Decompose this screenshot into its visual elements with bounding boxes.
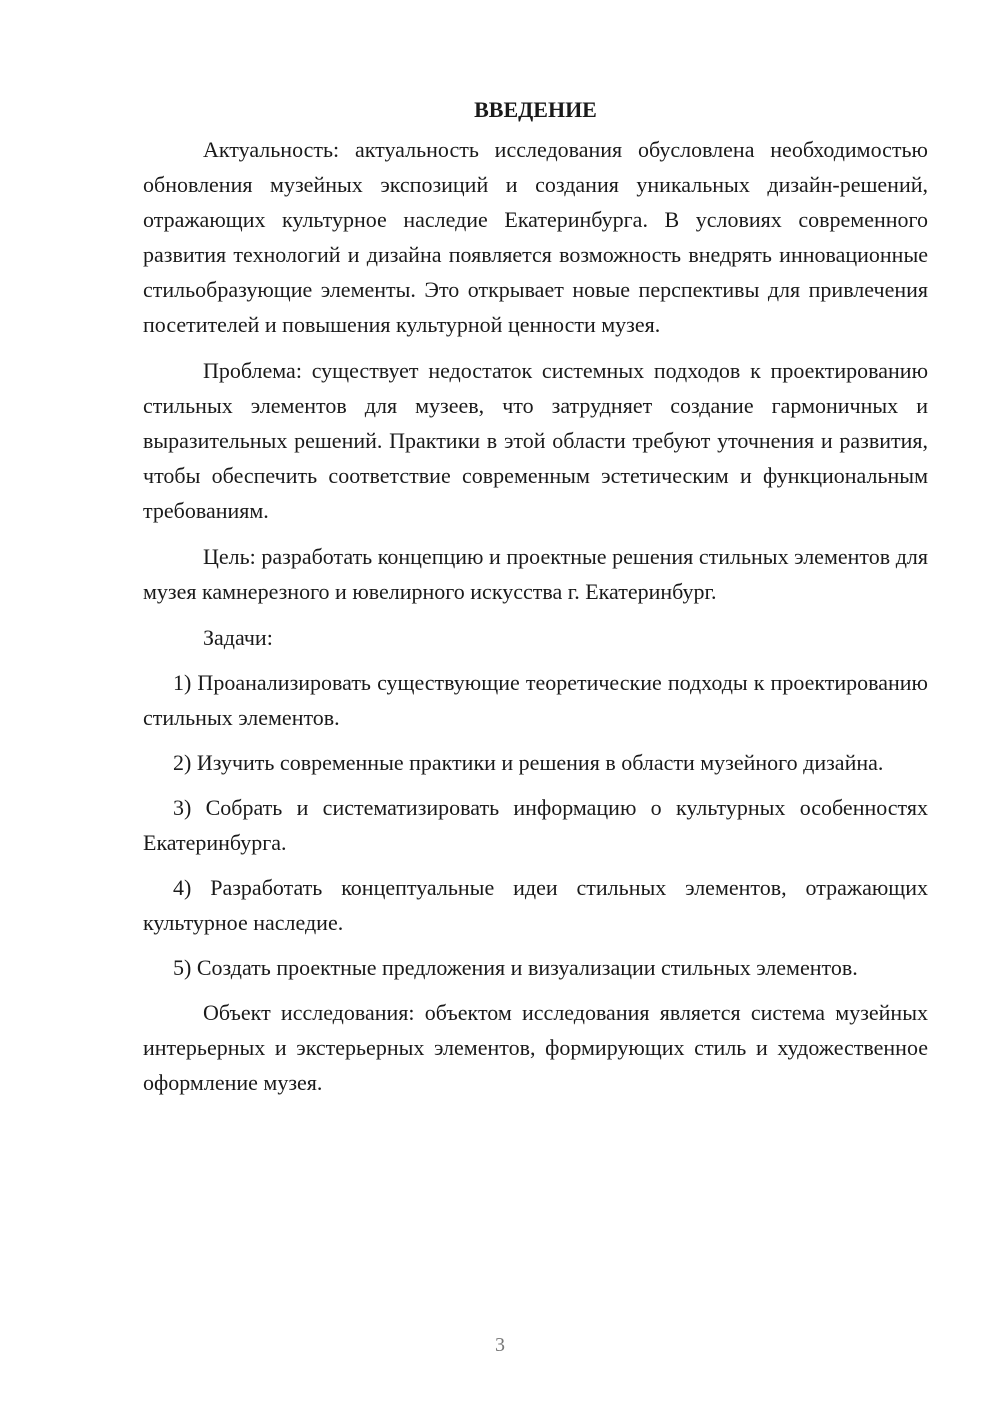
task-item-4: 4) Разработать концептуальные идеи стильных элементов, отражающих культурное наследие. xyxy=(143,875,928,935)
paragraph-problem: Проблема: существует недостаток системных подходов к проектированию стильных элементов для музеев, что затрудняет создание гармоничных и выразительных решений. Практики в этой области требуют уточнения и развития, чтобы обеспечить соответствие современным эстетическим и функциональным требованиям. xyxy=(143,358,928,523)
paragraph-relevance: Актуальность: актуальность исследования обусловлена необходимостью обновления музейных экспозиций и создания уникальных дизайн-решений, отражающих культурное наследие Екатеринбурга. В условиях современного развития технологий и дизайна появляется возможность внедрять инновационные стильобразующие элементы. Это открывает новые перспективы для привлечения посетителей и повышения культурной ценности музея. xyxy=(143,137,928,337)
task-item-3: 3) Собрать и систематизировать информацию о культурных особенностях Екатеринбурга. xyxy=(143,795,928,855)
task-item-1: 1) Проанализировать существующие теоретические подходы к проектированию стильных элементов. xyxy=(143,670,928,730)
section-title: ВВЕДЕНИЕ xyxy=(474,97,597,122)
task-item-2: 2) Изучить современные практики и решения в области музейного дизайна. xyxy=(173,750,884,775)
paragraph-goal: Цель: разработать концепцию и проектные решения стильных элементов для музея камнерезного и ювелирного искусства г. Екатеринбург. xyxy=(143,544,928,604)
tasks-heading: Задачи: xyxy=(203,625,273,650)
paragraph-object: Объект исследования: объектом исследования является система музейных интерьерных и экстерьерных элементов, формирующих стиль и художественное оформление музея. xyxy=(143,1000,928,1095)
task-item-5: 5) Создать проектные предложения и визуализации стильных элементов. xyxy=(173,955,858,980)
page-number: 3 xyxy=(495,1334,505,1356)
document-page xyxy=(143,92,928,1111)
